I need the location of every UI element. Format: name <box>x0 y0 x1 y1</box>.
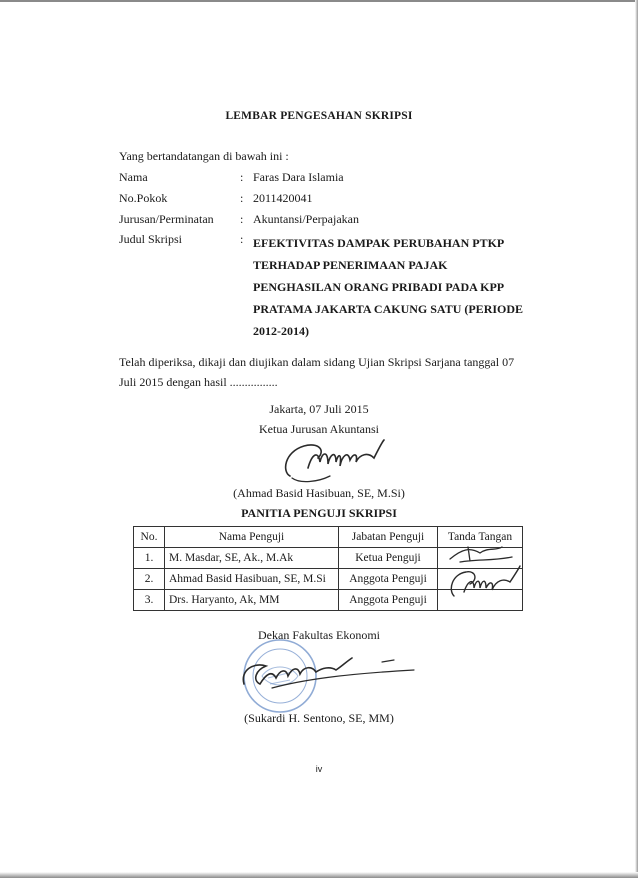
scan-edge-top <box>0 0 638 2</box>
field-colon: : <box>240 170 244 184</box>
table-cell-no: 1. <box>134 548 165 569</box>
exam-statement: Telah diperiksa, dikaji dan diujikan dalam sidang Ujian Skripsi Sarjana tanggal 07 Juli 2015 dengan hasil ................ <box>119 355 515 389</box>
thesis-title-line: EFEKTIVITAS DAMPAK PERUBAHAN PTKP <box>253 236 505 250</box>
table-header: No. <box>134 527 165 548</box>
table-cell-name: Drs. Haryanto, Ak, MM <box>165 590 339 611</box>
page-number: iv <box>315 764 323 774</box>
field-label-judul: Judul Skripsi <box>119 232 183 246</box>
table-header: Nama Penguji <box>165 527 339 548</box>
table-cell-name: Ahmad Basid Hasibuan, SE, M.Si <box>165 569 339 590</box>
dekan-signature <box>232 640 422 710</box>
field-value-jurusan: Akuntansi/Perpajakan <box>253 212 359 226</box>
table-cell-role: Anggota Penguji <box>339 590 438 611</box>
table-cell-role: Ketua Penguji <box>339 548 438 569</box>
field-label-jurusan: Jurusan/Perminatan <box>119 212 214 226</box>
table-header: Jabatan Penguji <box>339 527 438 548</box>
intro-text: Yang bertandatangan di bawah ini : <box>119 149 289 163</box>
ketua-title: Ketua Jurusan Akuntansi <box>259 422 379 436</box>
field-value-nama: Faras Dara Islamia <box>253 170 344 184</box>
field-colon: : <box>240 191 244 205</box>
thesis-title-line: PENGHASILAN ORANG PRIBADI PADA KPP <box>253 280 505 294</box>
dekan-name: (Sukardi H. Sentono, SE, MM) <box>244 711 394 725</box>
field-label-nama: Nama <box>119 170 148 184</box>
ketua-signature <box>278 432 398 492</box>
thesis-title-line: PRATAMA JAKARTA CAKUNG SATU (PERIODE <box>253 302 524 316</box>
thesis-title <box>253 232 538 342</box>
field-colon: : <box>240 212 244 226</box>
dekan-title: Dekan Fakultas Ekonomi <box>258 628 380 642</box>
page-title: LEMBAR PENGESAHAN SKRIPSI <box>225 110 413 122</box>
scan-edge-bottom <box>0 872 638 878</box>
thesis-title-line: TERHADAP PENERIMAAN PAJAK <box>253 258 448 272</box>
table-cell-no: 2. <box>134 569 165 590</box>
examiner-2-signature <box>444 560 524 608</box>
ketua-name: (Ahmad Basid Hasibuan, SE, M.Si) <box>233 486 405 500</box>
table-cell-role: Anggota Penguji <box>339 569 438 590</box>
thesis-title-line: 2012-2014) <box>253 324 309 338</box>
field-value-nopokok: 2011420041 <box>253 191 313 205</box>
table-cell-name: M. Masdar, SE, Ak., M.Ak <box>165 548 339 569</box>
place-date: Jakarta, 07 Juli 2015 <box>269 402 369 416</box>
table-header: Tanda Tangan <box>438 527 523 548</box>
field-colon: : <box>240 232 244 246</box>
panitia-title: PANITIA PENGUJI SKRIPSI <box>241 506 397 520</box>
table-cell-no: 3. <box>134 590 165 611</box>
field-label-nopokok: No.Pokok <box>119 191 168 205</box>
